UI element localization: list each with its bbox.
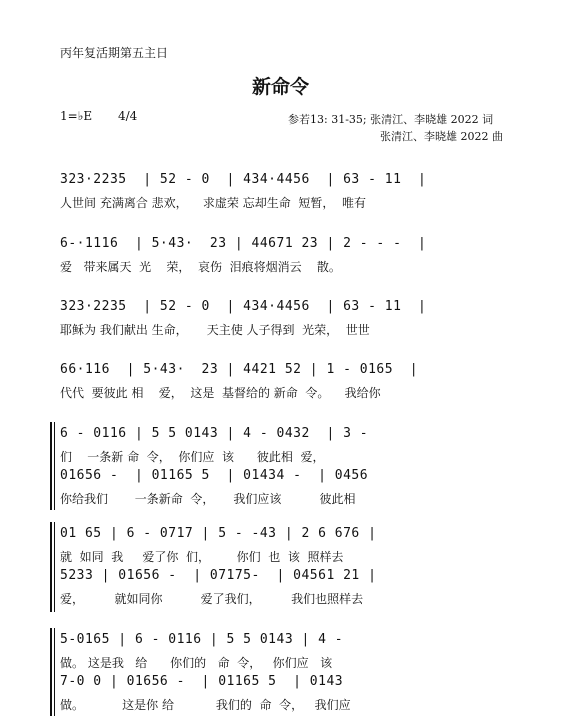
occasion-heading: 丙年复活期第五主日 [60,46,169,60]
notation-line: 7-0 0 | 01656 - | 01165 5 | 0143 [60,674,344,689]
duet-upper-voice-3 [60,632,500,672]
lyrics-line: 人世间 充满离合 悲欢， 求虚荣 忘却生命 短暂， 唯有 [60,196,366,210]
notation-line: 5233 | 01656 - | 07175- | 04561 21 | [60,568,377,583]
composer-credit: 张清江、李晓雄 2022 曲 [380,130,503,143]
song-title: 新命令 [252,76,310,98]
lyrics-line: 你给我们 一条新命 令， 我们应该 彼此相 [60,492,356,506]
notation-line: 323·2235 | 52 - 0 | 434·4456 | 63 - 11 | [60,299,427,314]
lyrics-line: 就 如同 我 爱了你 们， 你们 也 该 照样去 [60,550,344,564]
score-system-4 [60,362,500,402]
notation-line: 01656 - | 01165 5 | 01434 - | 0456 [60,468,369,483]
notation-line: 01 65 | 6 - 0717 | 5 - -43 | 2 6 676 | [60,526,377,541]
duet-lower-voice-2 [60,568,500,608]
lyrics-line: 做。 这是你 给 我们的 命 令， 我们应 [60,698,351,712]
time-signature: 4/4 [118,109,138,123]
notation-line: 6-·1116 | 5·43· 23 | 44671 23 | 2 - - - | [60,236,427,251]
lyrics-line: 代代 要彼此 相 爱， 这是 基督给的 新命 令。 我给你 [60,386,381,400]
duet-upper-voice-1 [60,426,500,466]
lyricist-credit: 参若13: 31-35; 张清江、李晓雄 2022 词 [288,113,494,126]
lyrics-line: 爱 带来属天 光 荣， 哀伤 泪痕将烟消云 散。 [60,260,341,274]
lyrics-line: 耶稣为 我们献出 生命， 天主使 人子得到 光荣， 世世 [60,323,370,337]
duet-lower-voice-3 [60,674,500,714]
notation-line: 6 - 0116 | 5 5 0143 | 4 - 0432 | 3 - [60,426,369,441]
system-bracket-inner [54,628,55,716]
system-bracket [50,522,52,612]
duet-upper-voice-2 [60,526,500,566]
lyrics-line: 爱， 就如同你 爱了我们， 我们也照样去 [60,592,364,606]
system-bracket-inner [54,422,55,510]
system-bracket [50,628,52,716]
score-system-1 [60,172,500,212]
notation-line: 66·116 | 5·43· 23 | 4421 52 | 1 - 0165 | [60,362,419,377]
key-signature: 1=♭E [60,109,93,123]
notation-line: 5-0165 | 6 - 0116 | 5 5 0143 | 4 - [60,632,344,647]
system-bracket [50,422,52,510]
score-system-3 [60,299,500,339]
lyrics-line: 们 一条新 命 令， 你们应 该 彼此相 爱， [60,450,325,464]
duet-lower-voice-1 [60,468,500,508]
system-bracket-inner [54,522,55,612]
score-system-2 [60,236,500,276]
lyrics-line: 做。 这是我 给 你们的 命 令， 你们应 该 [60,656,333,670]
notation-line: 323·2235 | 52 - 0 | 434·4456 | 63 - 11 | [60,172,427,187]
